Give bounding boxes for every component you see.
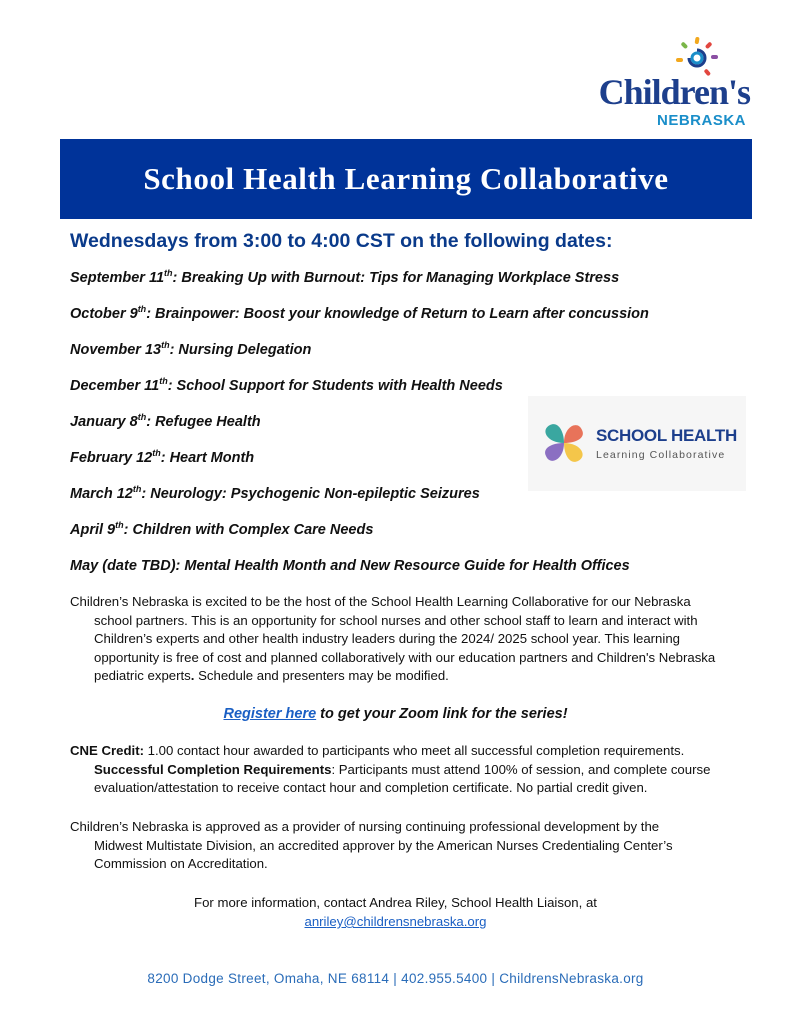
session-item: October 9th: Brainpower: Boost your knowledge of Return to Learn after concussion [70, 304, 649, 322]
schedule-subheading: Wednesdays from 3:00 to 4:00 CST on the following dates: [70, 230, 613, 252]
session-item: April 9th: Children with Complex Care Needs [70, 520, 374, 538]
clover-icon [536, 416, 592, 470]
contact-email-link[interactable]: anriley@childrensnebraska.org [304, 914, 487, 929]
logo-subtitle: NEBRASKA [656, 112, 746, 129]
title-banner [60, 139, 752, 219]
register-line: Register here to get your Zoom link for the series! [223, 706, 568, 722]
school-health-logo [528, 396, 746, 491]
session-item: September 11th: Breaking Up with Burnout: Tips for Managing Workplace Stress [70, 268, 620, 286]
session-item: March 12th: Neurology: Psychogenic Non-epileptic Seizures [70, 484, 480, 502]
page-title: School Health Learning Collaborative [143, 161, 669, 196]
logo-wordmark: Children's [598, 72, 750, 112]
school-health-title: SCHOOL HEALTH [596, 426, 737, 445]
footer-address: 8200 Dodge Street, Omaha, NE 68114 | 402.955.5400 | ChildrensNebraska.org [147, 971, 644, 986]
session-item: May (date TBD): Mental Health Month and New Resource Guide for Health Offices [70, 557, 630, 574]
school-health-subtitle: Learning Collaborative [596, 449, 726, 461]
register-link[interactable]: Register here [223, 706, 317, 722]
session-item: November 13th: Nursing Delegation [70, 340, 312, 358]
session-item: December 11th: School Support for Students with Health Needs [70, 376, 503, 394]
approval-paragraph: Children’s Nebraska is approved as a provider of nursing continuing professional development by the Midwest Multistate Division, an accredited approver by the American Nurses Credentialing Center’s Commission on Accreditation. [70, 819, 673, 871]
cne-credit-paragraph: CNE Credit: 1.00 contact hour awarded to participants who meet all successful completion requirements. Successful Completion Requirements: Participants must attend 100% of session, and complete course evaluation/attestation to receive contact hour and completion certificate. No partial credit given. [70, 743, 711, 795]
session-item: January 8th: Refugee Health [70, 412, 261, 430]
intro-paragraph: Children’s Nebraska is excited to be the host of the School Health Learning Collaborative for our Nebraska school partners. This is an opportunity for school nurses and other school staff to learn and interact with Children’s experts and other health industry leaders during the 2024/ 2025 school year. This learning opportunity is free of cost and planned collaboratively with our education partners and Children's Nebraska pediatric experts. Schedule and presenters may be modified. [70, 594, 716, 683]
childrens-nebraska-logo [574, 36, 750, 132]
contact-info: For more information, contact Andrea Riley, School Health Liaison, at anriley@childrensnebraska.org [194, 895, 597, 929]
session-item: February 12th: Heart Month [70, 448, 255, 466]
